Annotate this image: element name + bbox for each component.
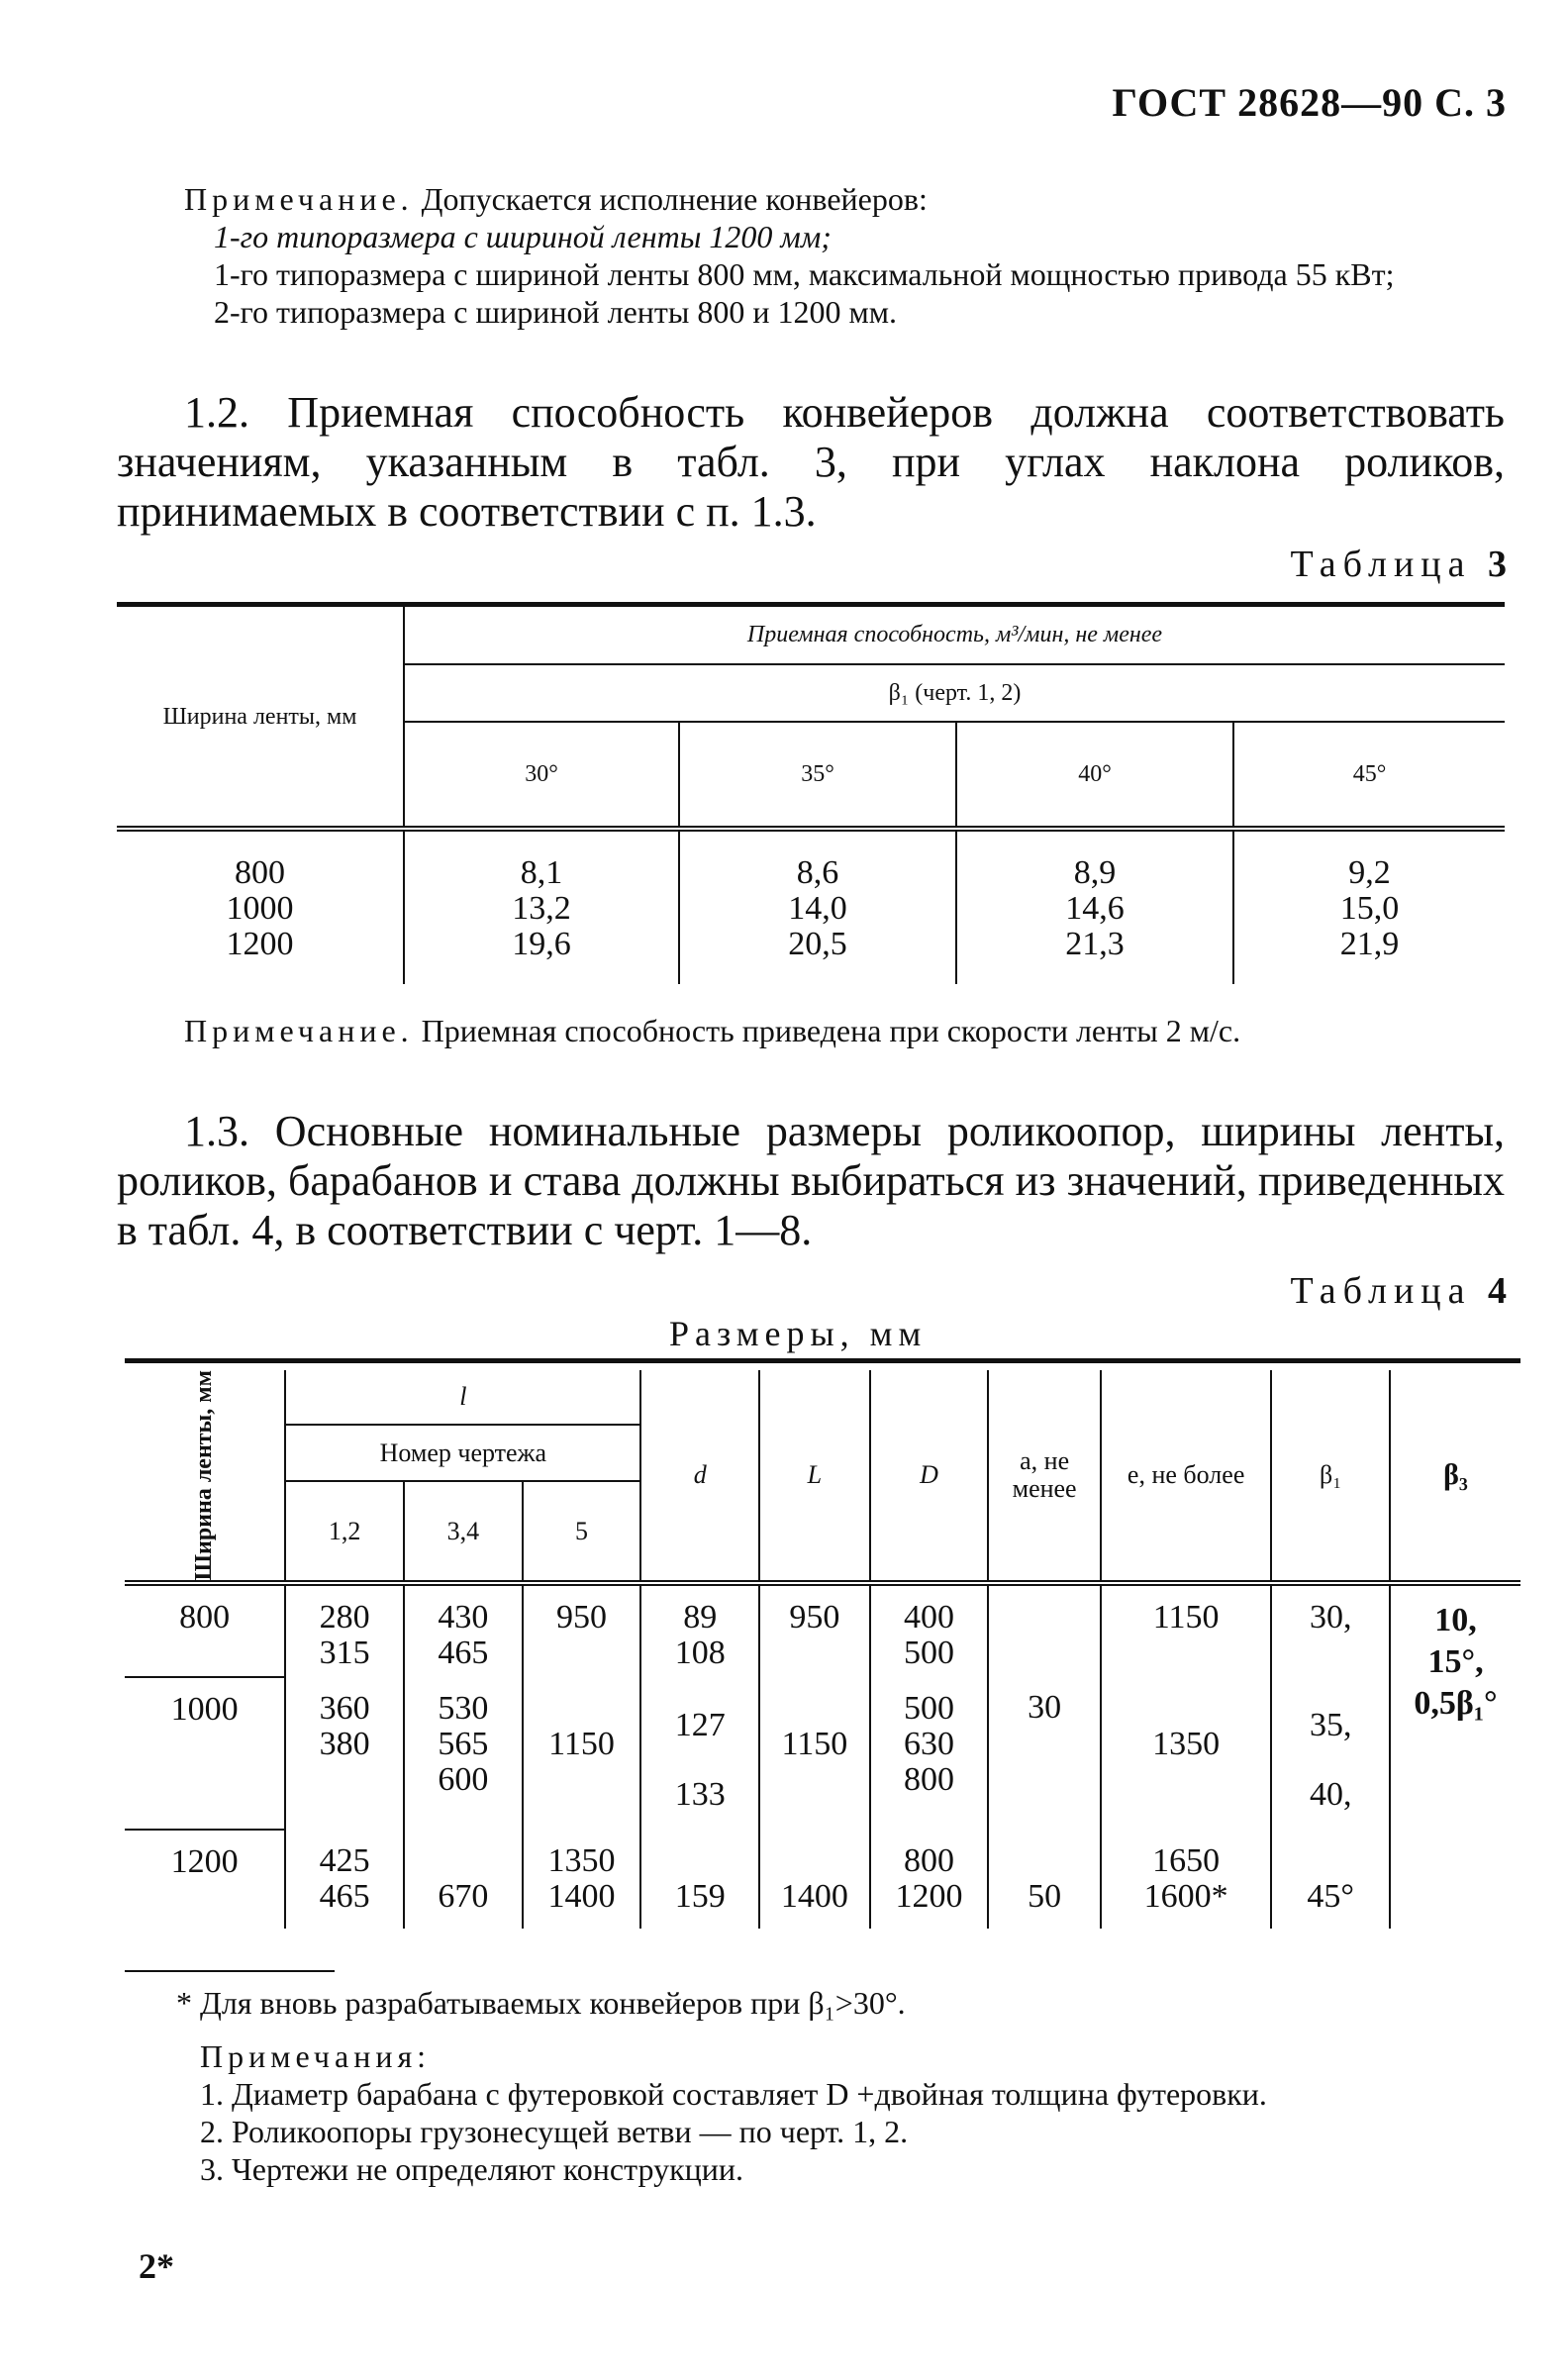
table-4-units: Размеры, мм	[669, 1314, 928, 1353]
table-3-width: 1000	[226, 890, 294, 927]
table-4-D-header: D	[870, 1370, 989, 1583]
table-3-angle-45: 45°	[1233, 722, 1505, 829]
table-3-angle-30: 30°	[404, 722, 679, 829]
table-3-group-header: Приемная способность, м³/мин, не менее	[404, 607, 1505, 664]
table-4-cell: 430 465	[404, 1586, 523, 1677]
table-4-cell: 35, 40,	[1271, 1677, 1390, 1830]
note-1-label: Примечание.	[184, 181, 414, 217]
table-4-a-header: a, не менее	[988, 1370, 1101, 1583]
table-3-width: 1200	[226, 926, 294, 962]
notes-block	[117, 2037, 1505, 2188]
table-4-cell: 530 565 600	[404, 1677, 523, 1830]
table-3-cell: 8,9	[1073, 854, 1117, 891]
footnote-rule	[125, 1970, 335, 1972]
table-4-e-header: e, не более	[1101, 1370, 1271, 1583]
note-item-2: 2. Роликоопоры грузонесущей ветви — по черт. 1, 2.	[200, 2114, 909, 2149]
table-4-cell: 800 1200	[870, 1830, 989, 1929]
table-3-cell: 21,9	[1339, 926, 1400, 962]
table-3-col-35	[679, 832, 956, 984]
paragraph-1-3: 1.3. Основные номинальные размеры роликоопор, ширины ленты, роликов, барабанов и става должны выбираться из значений, приведенных в табл. 4, в соответствии с черт. 1—8.	[117, 1107, 1505, 1254]
table-4-caption-word: Таблица	[1290, 1270, 1472, 1312]
table-4-col-34: 3,4	[404, 1481, 523, 1583]
table-4-cell: 950	[523, 1586, 641, 1677]
table-4-cell: 159	[640, 1830, 759, 1929]
table-4-cell: 670	[404, 1830, 523, 1929]
table-4-cell: 280 315	[285, 1586, 404, 1677]
table-3-cell: 13,2	[512, 890, 571, 927]
note-1-text: Допускается исполнение конвейеров:	[421, 181, 928, 217]
table-4-b1-header: β₁	[1271, 1370, 1390, 1583]
footnote: * Для вновь разрабатываемых конвейеров при β₁>30°.	[176, 1985, 906, 2021]
table-4-caption-number: 4	[1488, 1270, 1507, 1312]
table-3-beta-header: β₁ (черт. 1, 2)	[404, 664, 1505, 722]
table-3-caption-word: Таблица	[1290, 544, 1472, 585]
note-1	[117, 180, 1505, 331]
notes-label: Примечания:	[200, 2038, 432, 2074]
table-4-cell: 45°	[1271, 1830, 1390, 1929]
table-4-col-5: 5	[523, 1481, 641, 1583]
page-header: ГОСТ 28628—90 С. 3	[1112, 80, 1507, 125]
note-item-3: 3. Чертежи не определяют конструкции.	[200, 2151, 743, 2187]
table-4-cell: 1400	[759, 1830, 870, 1929]
table-3-width-header: Ширина ленты, мм	[162, 703, 357, 730]
table-4-cell: 1350	[1101, 1677, 1271, 1830]
note-2	[117, 1012, 1505, 1049]
table-4-cell: 30,	[1271, 1586, 1390, 1677]
table-4-cell: 400 500	[870, 1586, 989, 1677]
table-4	[125, 1370, 1520, 1929]
table-4-col-12: 1,2	[285, 1481, 404, 1583]
note-1-line2: 1-го типоразмера с шириной ленты 800 мм, максимальной мощностью привода 55 кВт;	[214, 256, 1395, 292]
table-4-width-800: 800	[179, 1599, 231, 1636]
table-3-cell: 14,6	[1065, 890, 1125, 927]
table-4-drawing-header: Номер чертежа	[285, 1425, 640, 1481]
table-3-caption	[1290, 543, 1507, 586]
table-3-cell: 8,6	[796, 854, 839, 891]
table-4-cell: 1150	[759, 1677, 870, 1830]
table-4-b3-header: β₃	[1390, 1370, 1520, 1583]
table-4-cell: 1650 1600*	[1101, 1830, 1271, 1929]
table-4-cell: 1350 1400	[523, 1830, 641, 1929]
table-4-cell: 425 465	[285, 1830, 404, 1929]
page-mark: 2*	[139, 2246, 174, 2286]
table-3-widths	[117, 832, 404, 984]
table-3-cell: 15,0	[1339, 890, 1400, 927]
table-4-width-1000: 1000	[125, 1677, 285, 1830]
table-3-caption-number: 3	[1488, 544, 1507, 585]
table-4-cell: 1150	[1101, 1586, 1271, 1677]
table-4-d-header: d	[640, 1370, 759, 1583]
table-3-cell: 21,3	[1065, 926, 1125, 962]
table-3-col-40	[956, 832, 1233, 984]
table-3-cell: 20,5	[788, 926, 847, 962]
table-4-top-rule	[125, 1358, 1520, 1363]
table-4-width-1200: 1200	[125, 1830, 285, 1929]
table-3-angle-35: 35°	[679, 722, 956, 829]
table-3	[117, 602, 1505, 984]
table-4-cell: 360 380	[285, 1677, 404, 1830]
table-4-cell: 50	[988, 1830, 1101, 1929]
paragraph-1-2: 1.2. Приемная способность конвейеров должна соответствовать значениям, указанным в табл. 3, при углах наклона роликов, принимаемых в соответствии с п. 1.3.	[117, 388, 1505, 536]
table-4-cell: 500 630 800	[870, 1677, 989, 1830]
table-4-a-upper: 30	[988, 1586, 1101, 1830]
table-4-cell: 1150	[523, 1677, 641, 1830]
note-2-text: Приемная способность приведена при скорости ленты 2 м/с.	[421, 1013, 1241, 1048]
table-4-L-header: L	[759, 1370, 870, 1583]
table-3-cell: 19,6	[512, 926, 571, 962]
table-4-width-header: Ширина ленты, мм	[191, 1370, 218, 1581]
table-3-col-45	[1233, 832, 1505, 984]
note-2-label: Примечание.	[184, 1013, 414, 1048]
table-3-width: 800	[235, 854, 285, 891]
table-4-cell: 89 108	[640, 1586, 759, 1677]
note-1-line1: 1-го типоразмера с шириной ленты 1200 мм;	[214, 219, 832, 254]
table-3-cell: 9,2	[1348, 854, 1391, 891]
table-3-cell: 14,0	[788, 890, 847, 927]
note-item-1: 1. Диаметр барабана с футеровкой составляет D +двойная толщина футеровки.	[200, 2076, 1267, 2112]
table-4-cell: 950	[759, 1586, 870, 1677]
table-3-angle-40: 40°	[956, 722, 1233, 829]
table-4-cell: 127 133	[640, 1677, 759, 1830]
table-3-col-30	[404, 832, 679, 984]
note-1-line3: 2-го типоразмера с шириной ленты 800 и 1200 мм.	[214, 294, 898, 330]
table-4-caption	[1290, 1269, 1507, 1313]
table-3-cell: 8,1	[520, 854, 563, 891]
table-4-width-header-cell	[125, 1370, 285, 1583]
table-4-l-header: l	[285, 1370, 640, 1425]
table-4-b3-values: 10, 15°, 0,5β₁°	[1390, 1586, 1520, 1929]
